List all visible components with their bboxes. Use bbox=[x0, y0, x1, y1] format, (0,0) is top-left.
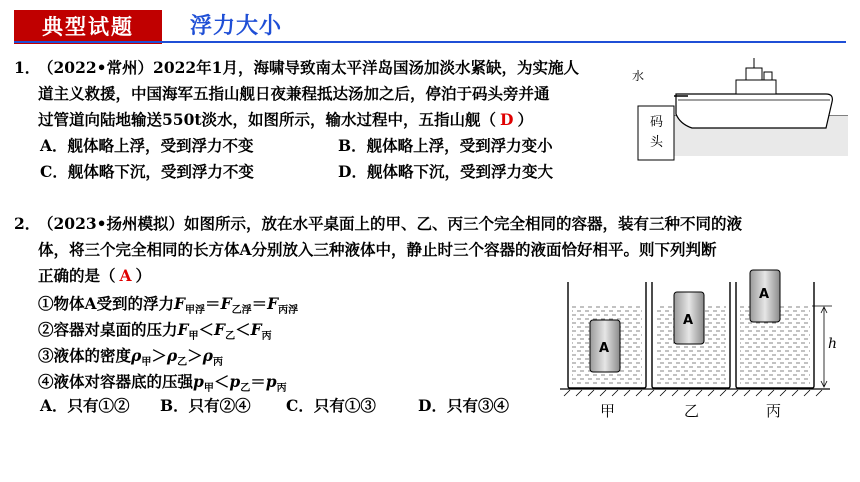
block-a-jia-label: A bbox=[599, 341, 610, 356]
table-hatching bbox=[564, 390, 822, 396]
q2-line-1: （2023•扬州模拟）如图所示，放在水平桌面上的甲、乙、丙三个完全相同的容器，装有三种不同的液 bbox=[38, 214, 743, 233]
q1-line-3 bbox=[38, 108, 533, 132]
q1-line-1: （2022•常州）2022年1月，海啸导致南太平洋岛国汤加淡水紧缺，为实施人 bbox=[38, 58, 579, 77]
q1-answer: D bbox=[500, 110, 514, 129]
q2-statement-3: ③液体的密度$\rho_甲>\rho_乙>\rho_丙$ bbox=[38, 346, 223, 369]
block-a-bing-label: A bbox=[759, 287, 770, 302]
ship-bridge bbox=[736, 80, 776, 94]
container-label-jia: 甲 bbox=[600, 402, 616, 420]
height-label: h bbox=[828, 336, 838, 352]
ship-funnel bbox=[764, 72, 772, 80]
section-title: 浮力大小 bbox=[190, 14, 283, 39]
q2-number: 2． bbox=[14, 214, 41, 233]
q2-line-3-text: 正确的是（ bbox=[38, 266, 116, 285]
q2-option-d: D．只有③④ bbox=[418, 396, 509, 415]
q2-statement-2: ②容器对桌面的压力$F_甲<F_乙<F_丙$ bbox=[38, 320, 272, 343]
q2-line-3 bbox=[38, 264, 151, 288]
container-label-bing: 丙 bbox=[766, 402, 782, 420]
dock-label-1: 码 bbox=[650, 115, 664, 130]
q1-option-a: A．舰体略上浮，受到浮力不变 bbox=[40, 136, 254, 155]
q1-ship-figure bbox=[632, 58, 852, 168]
q1-line-2: 道主义救援，中国海军五指山舰日夜兼程抵达汤加之后，停泊于码头旁并通 bbox=[38, 84, 550, 103]
q2-line-2: 体，将三个完全相同的长方体A分别放入三种液体中，静止时三个容器的液面恰好相平。则下列判断 bbox=[38, 240, 717, 259]
q1-line-3-close: ） bbox=[517, 110, 533, 129]
header-divider bbox=[14, 41, 846, 43]
container-label-yi: 乙 bbox=[684, 402, 700, 420]
q1-option-d: D．舰体略下沉，受到浮力变大 bbox=[338, 162, 553, 181]
block-a-yi-label: A bbox=[683, 313, 694, 328]
ship-tower bbox=[746, 68, 762, 80]
q2-option-a: A．只有①② bbox=[40, 396, 130, 415]
q2-answer: A bbox=[119, 266, 132, 285]
q1-line-3-text: 过管道向陆地输送550t淡水，如图所示，输水过程中，五指山舰（ bbox=[38, 110, 497, 129]
q2-statement-4: ④液体对容器底的压强$p_甲<p_乙=p_丙$ bbox=[38, 372, 287, 395]
q2-option-c: C．只有①③ bbox=[286, 396, 376, 415]
q2-containers-figure bbox=[560, 268, 850, 420]
q2-option-b: B．只有②④ bbox=[160, 396, 251, 415]
q2-line-3-close: ） bbox=[135, 266, 152, 285]
section-tag: 典型试题 bbox=[14, 10, 162, 44]
q1-option-b: B．舰体略上浮，受到浮力变小 bbox=[338, 136, 553, 155]
ship-hull bbox=[676, 94, 832, 128]
dock-label-2: 头 bbox=[650, 135, 664, 150]
q2-statement-1: ①物体A受到的浮力$F_{甲浮}=F_{乙浮}=F_{丙浮}$ bbox=[38, 294, 299, 317]
water-label: 水 bbox=[632, 69, 645, 83]
q1-option-c: C．舰体略下沉，受到浮力不变 bbox=[40, 162, 254, 181]
q1-number: 1． bbox=[14, 58, 41, 77]
